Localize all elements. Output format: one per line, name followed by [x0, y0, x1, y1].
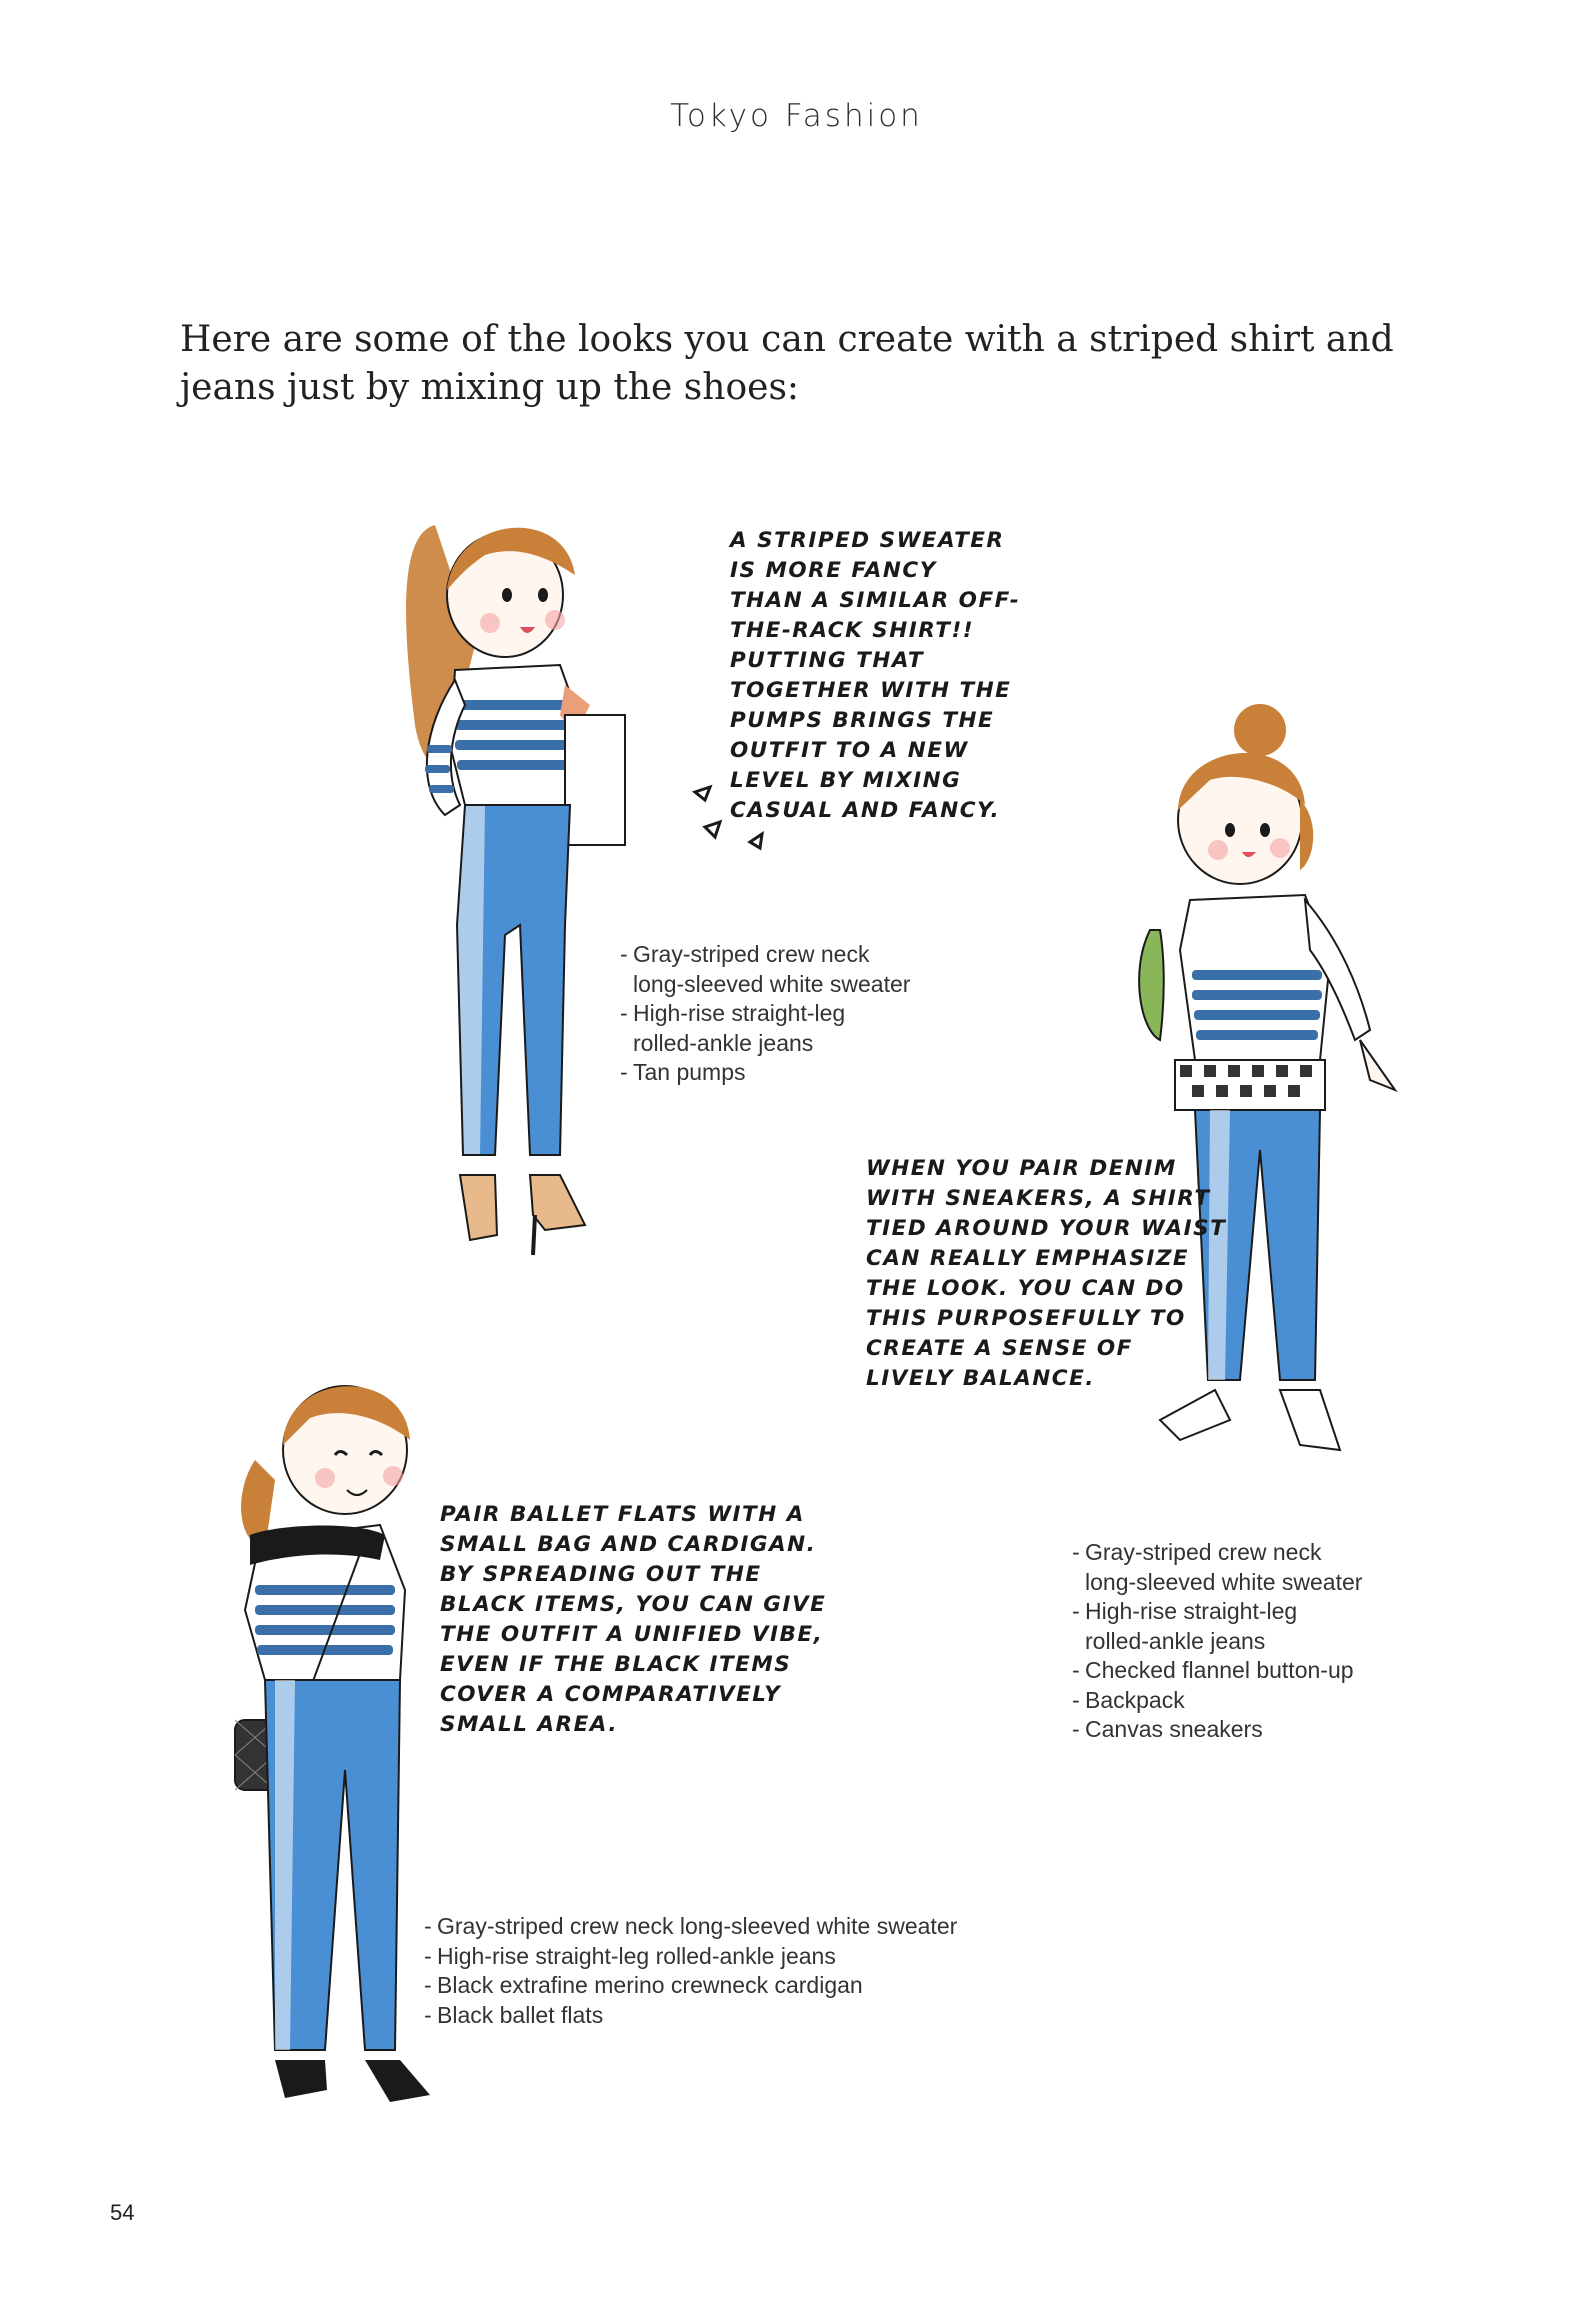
item-list-look-sneakers: - Gray-striped crew neck long-sleeved white sweater - High-rise straight-leg rolled-ankle jeans - Checked flannel button-up - Backpack - Canvas sneakers: [1072, 1538, 1362, 1745]
comment-line: LEVEL BY MIXING: [730, 768, 962, 793]
comment-line: PUTTING THAT: [730, 648, 925, 673]
item-text: Gray-striped crew neck long-sleeved white sweater: [437, 1913, 958, 1939]
comment-line: THAN A SIMILAR OFF-: [730, 588, 1021, 613]
comment-line: A STRIPED SWEATER: [730, 528, 1005, 553]
item-text: High-rise straight-leg: [633, 1000, 846, 1026]
item-list-look-pumps: - Gray-striped crew neck long-sleeved white sweater - High-rise straight-leg rolled-ankle jeans - Tan pumps: [620, 940, 910, 1088]
item-text: Black extrafine merino crewneck cardigan: [437, 1972, 863, 1998]
item-text: Black ballet flats: [437, 2001, 604, 2028]
comment-line: WITH SNEAKERS, A SHIRT: [866, 1186, 1211, 1211]
running-head: Tokyo Fashion: [670, 98, 923, 134]
comment-line: PUMPS BRINGS THE: [730, 708, 995, 733]
comment-line: EVEN IF THE BLACK ITEMS: [440, 1652, 792, 1677]
comment-line: THE-RACK SHIRT!!: [730, 618, 975, 643]
item-text: High-rise straight-leg: [1085, 1598, 1298, 1624]
comment-line: IS MORE FANCY: [730, 558, 937, 583]
intro-paragraph: Here are some of the looks you can create with a striped shirt and jeans just by mixing up the shoes:: [180, 319, 1394, 408]
item-list-look-ballet-flats: - Gray-striped crew neck long-sleeved white sweater - High-rise straight-leg rolled-ankle jeans - Black extrafine merino crewneck cardigan - Black ballet flats: [424, 1912, 957, 2030]
item-text: Tan pumps: [633, 1059, 746, 1085]
comment-line: SMALL AREA.: [440, 1712, 618, 1737]
comment-line: THE OUTFIT A UNIFIED VIBE,: [440, 1622, 824, 1647]
comment-line: TIED AROUND YOUR WAIST: [866, 1216, 1227, 1241]
comment-look-ballet-flats: [440, 1500, 826, 1740]
comment-look-sneakers: [866, 1154, 1226, 1394]
item-text: Checked flannel button-up: [1085, 1657, 1354, 1683]
comment-line: CASUAL AND FANCY.: [730, 798, 1001, 823]
comment-line: PAIR BALLET FLATS WITH A: [440, 1502, 805, 1527]
comment-line: OUTFIT TO A NEW: [730, 738, 969, 763]
sparkle-icon: [690, 782, 770, 862]
comment-line: TOGETHER WITH THE: [730, 678, 1012, 703]
comment-line: WHEN YOU PAIR DENIM: [866, 1156, 1177, 1181]
item-text: Gray-striped crew neck: [1085, 1539, 1322, 1565]
item-text: Gray-striped crew neck: [633, 941, 870, 967]
comment-line: LIVELY BALANCE.: [866, 1366, 1095, 1391]
illustration-look-sneakers: [1120, 700, 1420, 1520]
item-text: Canvas sneakers: [1085, 1716, 1263, 1742]
item-text: long-sleeved white sweater: [633, 970, 911, 997]
item-text: High-rise straight-leg rolled-ankle jeans: [437, 1942, 836, 1969]
comment-line: THIS PURPOSEFULLY TO: [866, 1306, 1186, 1331]
comment-line: BLACK ITEMS, YOU CAN GIVE: [440, 1592, 827, 1617]
item-text: Backpack: [1085, 1686, 1185, 1713]
item-text: rolled-ankle jeans: [1085, 1627, 1266, 1654]
comment-line: CREATE A SENSE OF: [866, 1336, 1133, 1361]
comment-look-pumps: [730, 526, 1020, 826]
item-text: long-sleeved white sweater: [1085, 1568, 1363, 1595]
comment-line: COVER A COMPARATIVELY: [440, 1682, 782, 1707]
comment-line: THE LOOK. YOU CAN DO: [866, 1276, 1185, 1301]
illustration-look-pumps: [365, 495, 645, 1275]
item-text: rolled-ankle jeans: [633, 1029, 814, 1056]
comment-line: BY SPREADING OUT THE: [440, 1562, 762, 1587]
illustration-look-ballet-flats: [215, 1350, 445, 2120]
comment-line: SMALL BAG AND CARDIGAN.: [440, 1532, 817, 1557]
comment-line: CAN REALLY EMPHASIZE: [866, 1246, 1190, 1271]
page-number: 54: [110, 2200, 135, 2225]
